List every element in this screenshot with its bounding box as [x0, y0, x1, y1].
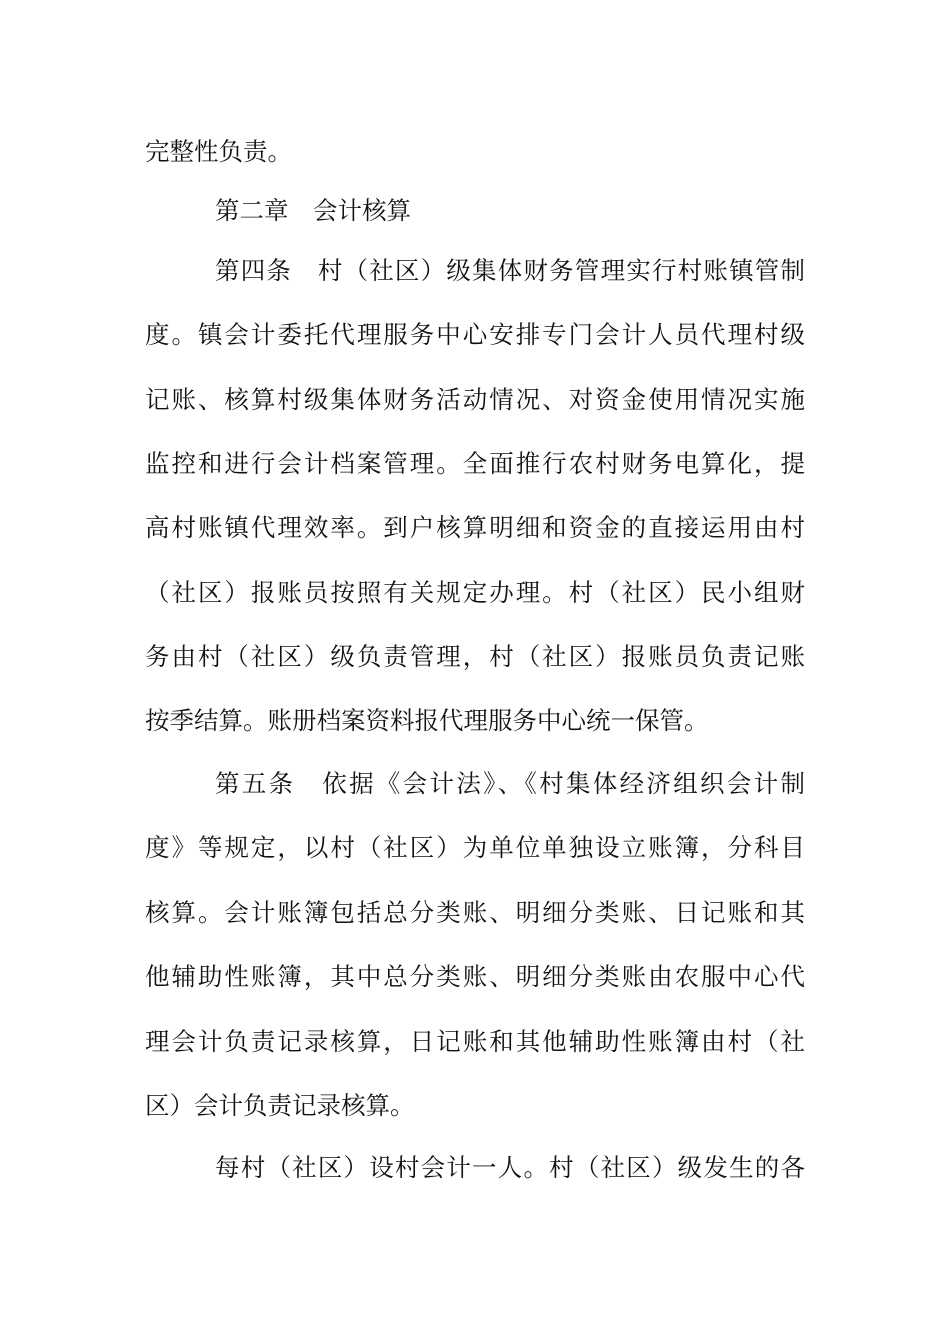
article-4-first-line: 第四条 村（社区）级集体财务管理实行村账镇管制: [215, 256, 805, 285]
paragraph-line: 按季结算。账册档案资料报代理服务中心统一保管。: [145, 706, 709, 735]
paragraph-line: 完整性负责。: [145, 137, 292, 166]
paragraph-line: 务由村（社区）级负责管理，村（社区）报账员负责记账: [145, 642, 805, 671]
paragraph-line: 度》等规定，以村（社区）为单位单独设立账簿，分科目: [145, 833, 805, 862]
article-5-first-line: 第五条 依据《会计法》、《村集体经济组织会计制: [215, 769, 805, 798]
paragraph-line: 区）会计负责记录核算。: [145, 1091, 415, 1120]
paragraph-first-line: 每村（社区）设村会计一人。村（社区）级发生的各: [215, 1153, 805, 1182]
paragraph-line: （社区）报账员按照有关规定办理。村（社区）民小组财: [145, 578, 805, 607]
paragraph-line: 高村账镇代理效率。到户核算明细和资金的直接运用由村: [145, 513, 805, 542]
paragraph-line: 度。镇会计委托代理服务中心安排专门会计人员代理村级: [145, 320, 805, 349]
paragraph-line: 他辅助性账簿，其中总分类账、明细分类账由农服中心代: [145, 962, 805, 991]
paragraph-line: 记账、核算村级集体财务活动情况、对资金使用情况实施: [145, 385, 805, 414]
paragraph-line: 理会计负责记录核算，日记账和其他辅助性账簿由村（社: [145, 1027, 805, 1056]
chapter-heading: 第二章 会计核算: [215, 196, 411, 225]
paragraph-line: 核算。会计账簿包括总分类账、明细分类账、日记账和其: [145, 898, 805, 927]
paragraph-line: 监控和进行会计档案管理。全面推行农村财务电算化，提: [145, 449, 805, 478]
